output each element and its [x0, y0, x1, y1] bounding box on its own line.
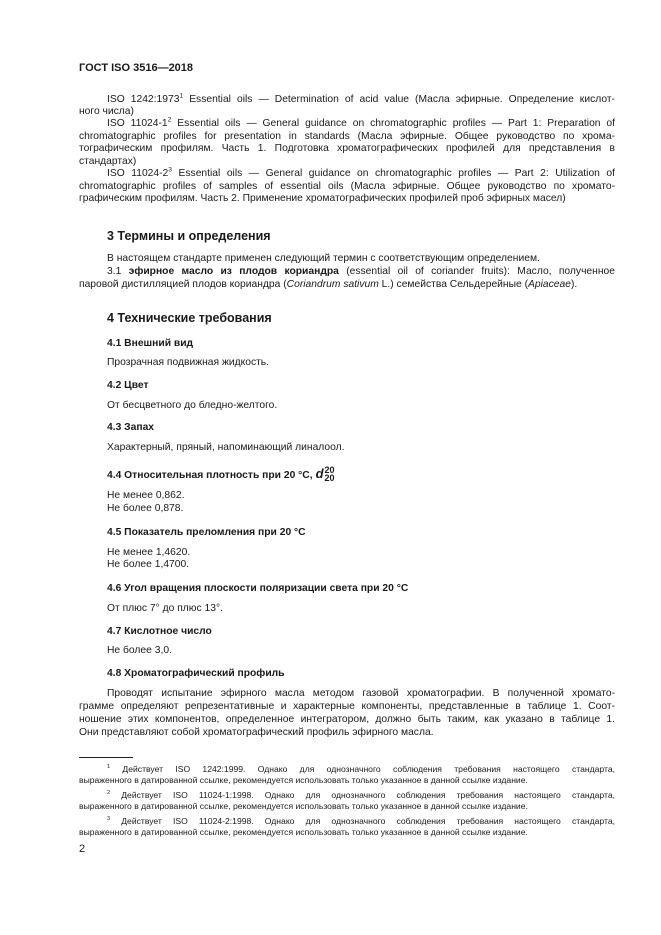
reference-2-title: Essential oils — General guidance on chromatographic profiles — Part 1: Preparation of [171, 118, 616, 129]
subsection-4-2-text: От бесцветного до бледно-желтого. [107, 400, 278, 411]
subsection-4-5-min: Не менее 1,4620. [107, 547, 191, 558]
subsection-4-8-line-1: Проводят испытание эфирного масла методом газовой хроматографии. В полученной хромато- [107, 688, 615, 699]
subsection-4-8-heading: 4.8 Хроматографический профиль [107, 668, 285, 679]
reference-2-line-1 [79, 118, 615, 131]
footnote-3-mark: 3 [107, 816, 111, 823]
section-4-heading: 4 Технические требования [107, 311, 272, 325]
density-superscript: 20 [324, 465, 335, 476]
subsection-4-8-line-2: грамме определяют репрезентативные и характерные компоненты, представленные в таблице 1. Соот- [79, 701, 615, 712]
reference-2-line-3: тографическим профилям. Часть 1. Подготовка хроматографических профилей для представления в [79, 143, 615, 154]
footnote-ref-3[interactable]: 3 [168, 166, 173, 174]
subsection-4-4-title: 4.4 Относительная плотность при 20 °С, [107, 470, 313, 481]
subsection-4-7-heading: 4.7 Кислотное число [107, 626, 212, 637]
subsection-4-5-max: Не более 1,4700. [107, 559, 190, 570]
reference-2-code: ISO 11024-1 [107, 118, 168, 129]
reference-3-line-2: chromatographic profiles of samples of essential oils (Масла эфирные. Общее руководство по хромато- [79, 181, 615, 192]
term-latin-name: Coriandrum sativum [286, 279, 379, 290]
footnote-2-line-1 [79, 790, 615, 801]
density-subscript: 20 [324, 473, 335, 484]
term-family-name: Apiaceae [528, 279, 571, 290]
density-symbol: d [315, 466, 324, 481]
density-indices [325, 466, 335, 482]
subsection-4-3-text: Характерный, пряный, напоминающий линалоол. [107, 442, 345, 453]
reference-3-title: Essential oils — General guidance on chromatographic profiles — Part 2: Utilization of [172, 168, 615, 179]
reference-1-title: Essential oils — Determination of acid value (Масла эфирные. Определение кислот- [183, 94, 615, 105]
footnote-separator [79, 757, 133, 758]
term-number: 3.1 [107, 266, 122, 277]
reference-3-line-1 [79, 168, 615, 181]
footnote-1-mark: 1 [107, 764, 111, 771]
subsection-4-3-heading: 4.3 Запах [107, 422, 155, 433]
footnote-1-line-1 [79, 764, 615, 775]
footnote-ref-2[interactable]: 2 [167, 116, 172, 124]
term-definition-start: (essential oil of coriander fruits): Масло, полученное [338, 266, 615, 277]
reference-2-line-4: стандартах) [79, 156, 137, 167]
subsection-4-8-line-3: ношение этих компонентов, определенное интегратором, должно быть таким, как указано в таблице 1. [79, 714, 615, 725]
term-name: эфирное масло из плодов кориандра [128, 266, 339, 277]
footnote-1-text: Действует ISO 1242:1999. Однако для однозначного соблюдения требования настоящего стандарта, [110, 764, 615, 774]
subsection-4-7-text: Не более 3,0. [107, 645, 172, 656]
subsection-4-2-heading: 4.2 Цвет [107, 380, 149, 391]
footnote-2-line-2: выраженного в датированной ссылке, рекомендуется использовать только указанное в данной ссылке издание. [79, 801, 528, 811]
footnote-3-text: Действует ISO 11024-2:1998. Однако для однозначного соблюдения требования настоящего стандарта, [110, 816, 615, 826]
term-3-1-line-1 [79, 266, 615, 279]
standard-header: ГОСТ ISO 3516—2018 [79, 62, 194, 74]
subsection-4-8-line-4: Они представляют собой хроматографический профиль эфирного масла. [79, 727, 434, 738]
reference-1-line-2: ного числа) [79, 106, 134, 117]
reference-1-line-1 [79, 94, 615, 107]
subsection-4-6-text: От плюс 7° до плюс 13°. [107, 603, 223, 614]
footnote-2-text: Действует ISO 11024-1:1998. Однако для однозначного соблюдения требования настоящего стандарта, [110, 790, 615, 800]
footnote-ref-1[interactable]: 1 [179, 92, 184, 100]
term-3-1-line-2 [79, 279, 577, 292]
footnote-3-line-2: выраженного в датированной ссылке, рекомендуется использовать только указанное в данной ссылке издание. [79, 827, 528, 837]
footnote-2-mark: 2 [107, 790, 111, 797]
term-definition-text-2: L.) семейства Сельдерейные ( [378, 279, 529, 290]
subsection-4-5-heading: 4.5 Показатель преломления при 20 °С [107, 527, 306, 538]
section-3-intro: В настоящем стандарте применен следующий термин с соответствующим определением. [107, 253, 540, 264]
term-definition-end: ). [570, 279, 578, 290]
reference-1-code: ISO 1242:1973 [107, 94, 180, 105]
reference-3-line-3: графическим профилям. Часть 2. Применение хроматографических профилей проб эфирных масел) [79, 193, 566, 204]
footnote-1-line-2: выраженного в датированной ссылке, рекомендуется использовать только указанное в данной ссылке издание. [79, 775, 528, 785]
page-number: 2 [79, 843, 86, 855]
subsection-4-4-max: Не более 0,878. [107, 503, 184, 514]
subsection-4-4-min: Не менее 0,862. [107, 490, 185, 501]
subsection-4-1-text: Прозрачная подвижная жидкость. [107, 357, 270, 368]
term-definition-text: паровой дистилляцией плодов кориандра ( [79, 279, 287, 290]
footnote-3-line-1 [79, 816, 615, 827]
subsection-4-4-heading [107, 466, 335, 483]
subsection-4-1-heading: 4.1 Внешний вид [107, 338, 194, 349]
reference-2-line-2: chromatographic profiles for presentation in standards (Масла эфирные. Общее руководство по хрома- [79, 131, 615, 142]
section-3-heading: 3 Термины и определения [107, 229, 271, 243]
reference-3-code: ISO 11024-2 [107, 168, 169, 179]
subsection-4-6-heading: 4.6 Угол вращения плоскости поляризации света при 20 °С [107, 583, 409, 594]
